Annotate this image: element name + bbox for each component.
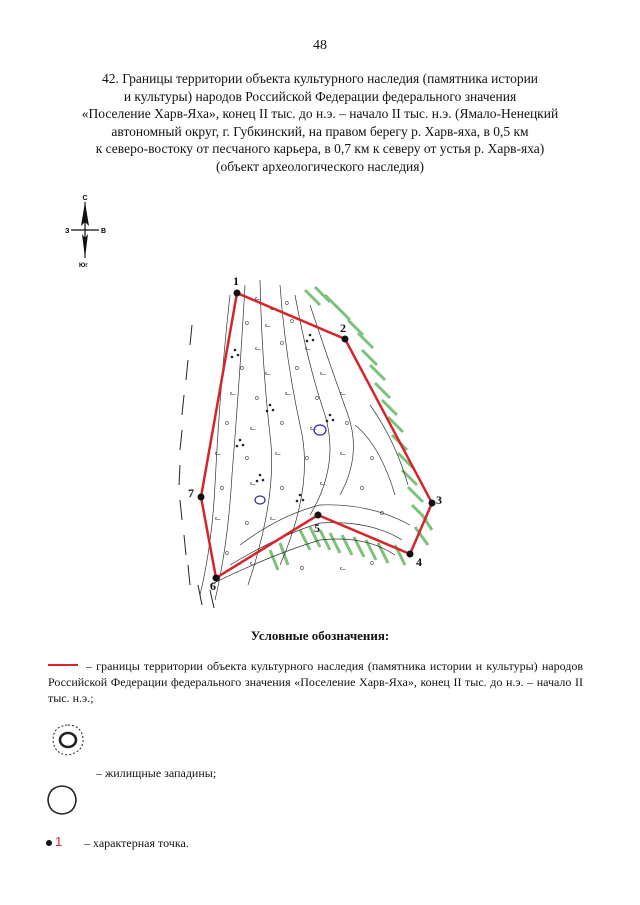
svg-text:o: o bbox=[220, 485, 224, 492]
dwelling-pit-icon bbox=[50, 722, 86, 758]
svg-text:o: o bbox=[345, 420, 349, 427]
svg-text:ᓚ: ᓚ bbox=[305, 345, 311, 352]
svg-text:ᓚ: ᓚ bbox=[265, 370, 271, 377]
legend-point-text: – характерная точка. bbox=[84, 836, 189, 850]
svg-text:ᓚ: ᓚ bbox=[215, 515, 221, 522]
svg-text:o: o bbox=[225, 550, 229, 557]
svg-text:ᓚ: ᓚ bbox=[230, 390, 236, 397]
svg-text:o: o bbox=[380, 510, 384, 517]
title-line: (объект археологического наследия) bbox=[216, 158, 424, 174]
svg-text:ᓚ: ᓚ bbox=[255, 345, 261, 352]
site-map bbox=[170, 265, 470, 610]
vertex-label-7: 7 bbox=[188, 486, 194, 500]
compass-east: В bbox=[101, 228, 107, 235]
compass-north: С bbox=[82, 195, 88, 202]
legend-title: Условные обозначения: bbox=[250, 628, 390, 643]
svg-text:ᓚ: ᓚ bbox=[340, 565, 346, 572]
site-boundary bbox=[201, 293, 432, 578]
svg-text:o: o bbox=[370, 560, 374, 567]
legend-point-number: 1 bbox=[55, 834, 63, 849]
vertex-4 bbox=[407, 551, 414, 558]
svg-text:o: o bbox=[280, 420, 284, 427]
boundary-line-icon bbox=[48, 664, 78, 666]
edge-ticks bbox=[179, 325, 214, 608]
title-line: 42. Границы территории объекта культурного наследия (памятника истории bbox=[101, 71, 539, 86]
svg-text:ᓚ: ᓚ bbox=[270, 515, 276, 522]
svg-text:o: o bbox=[245, 520, 249, 527]
vertex-label-3: 3 bbox=[436, 493, 442, 507]
svg-text:o: o bbox=[370, 455, 374, 462]
svg-text:o: o bbox=[225, 420, 229, 427]
vertex-5 bbox=[315, 512, 322, 519]
svg-text:o: o bbox=[295, 365, 299, 372]
svg-text:ᓚ: ᓚ bbox=[250, 480, 256, 487]
svg-text:ᓚ: ᓚ bbox=[265, 322, 271, 329]
title-line: к северо-востоку от песчаного карьера, в 0,7 км к северу от устья р. Харв-яха) bbox=[95, 141, 545, 156]
vertex-1 bbox=[234, 290, 241, 297]
legend-boundary-row bbox=[48, 658, 583, 706]
svg-text:ᓚ: ᓚ bbox=[285, 390, 291, 397]
vertex-2 bbox=[342, 336, 349, 343]
svg-text:ᓚ: ᓚ bbox=[340, 390, 346, 397]
svg-text:o: o bbox=[280, 485, 284, 492]
dots bbox=[231, 334, 335, 503]
svg-text:o: o bbox=[280, 340, 284, 347]
vertex-label-6: 6 bbox=[210, 579, 216, 593]
legend-boundary-text: – границы территории объекта культурного наследия (памятника истории и культуры) народов Российской Федерации федерального значения «Поселение Харв-Яха», конец II тыс. до н.э. – начало II тыс. н.э.; bbox=[48, 659, 583, 705]
svg-text:o: o bbox=[305, 455, 309, 462]
vertex-7 bbox=[198, 494, 205, 501]
document-title bbox=[40, 70, 600, 175]
svg-text:ᓚ: ᓚ bbox=[255, 295, 261, 302]
svg-text:ᓚ: ᓚ bbox=[250, 425, 256, 432]
svg-text:o: o bbox=[255, 395, 259, 402]
svg-text:ᓚ: ᓚ bbox=[275, 450, 281, 457]
dwelling-pit-symbols bbox=[255, 425, 326, 504]
compass-west: З bbox=[65, 228, 70, 235]
svg-text:ᓚ: ᓚ bbox=[340, 450, 346, 457]
svg-text:o: o bbox=[285, 300, 289, 307]
vertex-3 bbox=[429, 500, 436, 507]
svg-text:ᓚ: ᓚ bbox=[250, 560, 256, 567]
svg-text:o: o bbox=[240, 365, 244, 372]
svg-text:ᓚ: ᓚ bbox=[270, 305, 276, 312]
svg-text:ᓚ: ᓚ bbox=[320, 370, 326, 377]
point-marker-icon bbox=[46, 840, 52, 846]
title-line: «Поселение Харв-Яха», конец II тыс. до н.э. – начало II тыс. н.э. (Ямало-Ненецкий bbox=[81, 106, 559, 121]
page-number: 48 bbox=[313, 38, 327, 53]
svg-text:ᓚ: ᓚ bbox=[215, 450, 221, 457]
vertex-label-5: 5 bbox=[314, 521, 320, 535]
svg-text:o: o bbox=[315, 395, 319, 402]
svg-text:ᓚ: ᓚ bbox=[320, 480, 326, 487]
svg-text:o: o bbox=[300, 565, 304, 572]
pit-outline-icon bbox=[44, 782, 80, 818]
compass-rose-icon bbox=[58, 190, 118, 270]
title-line: автономный округ, г. Губкинский, на правом берегу р. Харв-яха, в 0,5 км bbox=[111, 123, 529, 139]
vertex-label-4: 4 bbox=[416, 555, 422, 569]
legend-dwelling-text: – жилищные западины; bbox=[96, 766, 217, 780]
svg-text:o: o bbox=[360, 485, 364, 492]
compass-south: Юг bbox=[79, 263, 88, 269]
svg-text:o: o bbox=[245, 320, 249, 327]
vertex-label-1: 1 bbox=[233, 274, 239, 288]
vertex-label-2: 2 bbox=[340, 321, 346, 335]
svg-text:ᓚ: ᓚ bbox=[310, 425, 316, 432]
svg-text:o: o bbox=[290, 318, 294, 325]
title-line: и культуры) народов Российской Федерации федерального значения bbox=[123, 88, 517, 104]
svg-text:o: o bbox=[245, 455, 249, 462]
